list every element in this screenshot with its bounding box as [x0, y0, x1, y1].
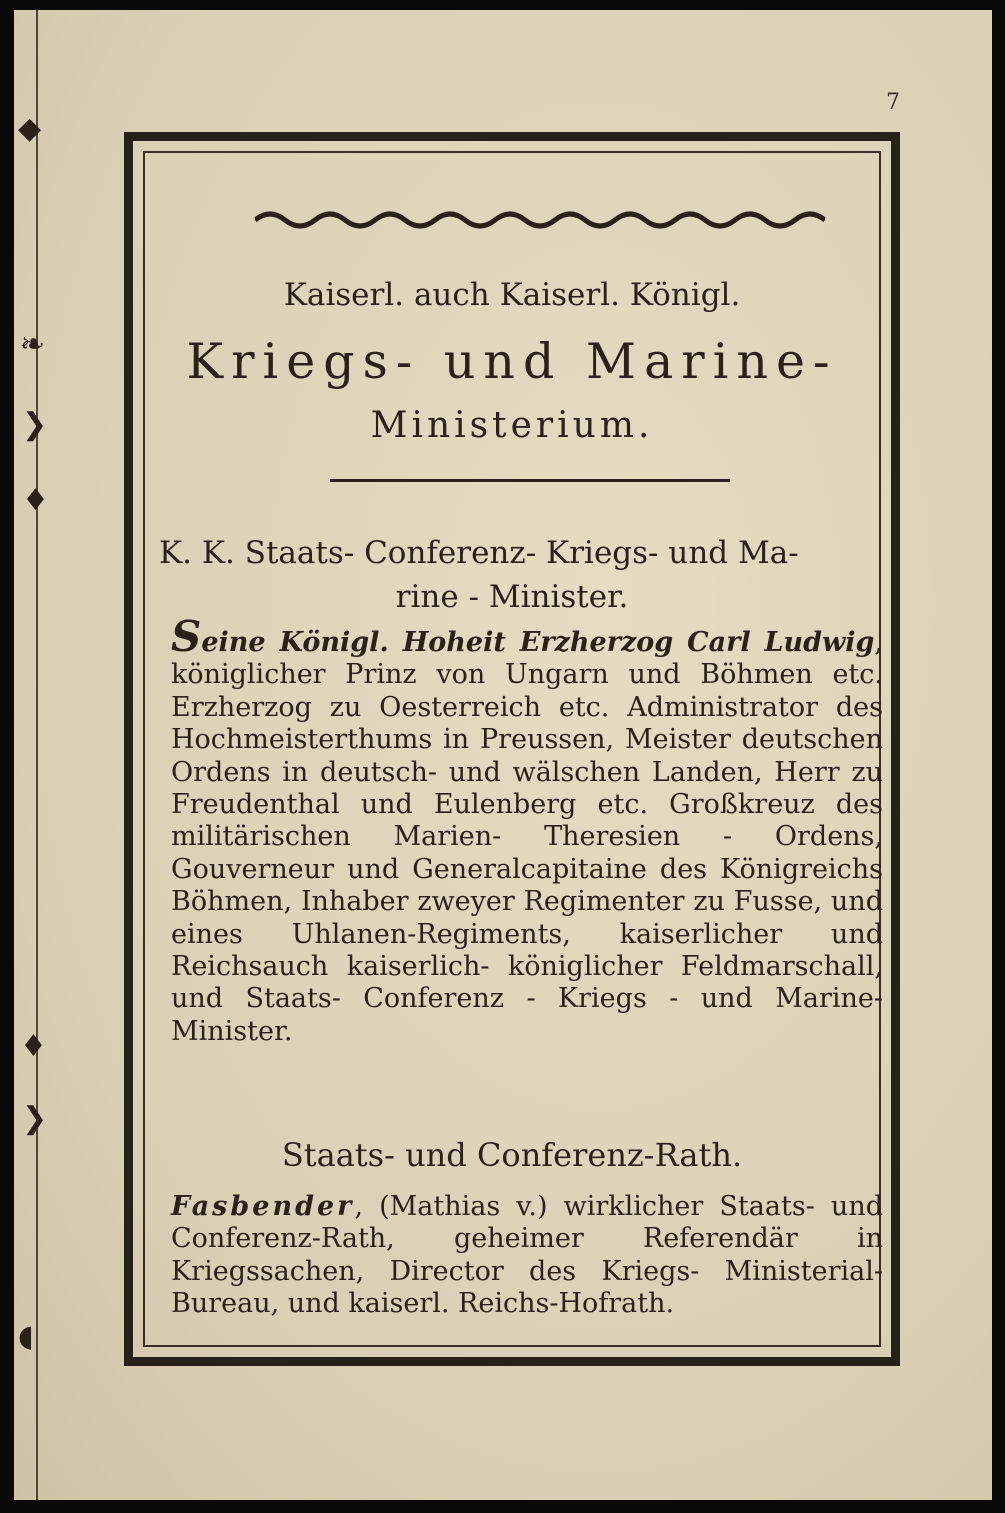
header-subtitle: Ministerium. — [370, 405, 654, 446]
text-frame — [124, 132, 900, 1366]
entry-fasbender — [171, 1191, 883, 1321]
frame-inner — [143, 151, 881, 1347]
gutter-line — [36, 10, 38, 1500]
drop-cap: S — [171, 612, 202, 661]
gutter-ornament-icon: ❯ — [22, 407, 48, 442]
entry-erzherzog — [171, 612, 883, 1048]
gutter-ornament-icon: ♦ — [20, 1029, 47, 1064]
gutter-ornament-icon: ❧ — [20, 327, 46, 362]
entry-name: eine Königl. Hoheit Erzherzog Carl Ludwig — [201, 627, 875, 658]
gutter-ornament-icon: ◆ — [18, 111, 42, 146]
divider-rule — [370, 1357, 680, 1360]
section-heading-line-1: K. K. Staats- Conferenz- Kriegs- und Ma- — [159, 535, 799, 571]
header-title: Kriegs- und Marine- — [186, 333, 838, 390]
header-line-1: Kaiserl. auch Kaiserl. Königl. — [283, 277, 741, 313]
entry-text: , (Mathias v.) wirklicher Staats- und Conferenz-Rath, geheimer Referendär in Kriegssachen, Director des Kriegs- Ministerial-Bureau, und kaiserl. Reichs-Hofrath. — [171, 1191, 883, 1320]
gutter-ornament-icon: ❯ — [22, 1101, 48, 1136]
entry-name: Fasbender — [171, 1191, 355, 1222]
gutter-ornament-icon: ♦ — [22, 483, 49, 518]
entry-text: , königlicher Prinz von Ungarn und Böhmen etc. Erzherzog zu Oesterreich etc. Administrator des Hochmeisterthums in Preussen, Meister deutschen Ordens in deutsch- und wälschen Landen, Herr zu Freudenthal und Eulenberg etc. Großkreuz des militärischen Marien- Theresien - Ordens, Gouverneur und Generalcapitaine des Königreichs Böhmen, Inhaber zweyer Regimenter zu Fusse, und eines Uhlanen-Regiments, kaiserlicher und Reichsauch kaiserlich- königlicher Feldmarschall, und Staats- Conferenz - Kriegs - und Marine-Minister. — [171, 627, 883, 1047]
section-heading-minister — [159, 531, 865, 619]
gutter-ornament-icon: ◖ — [18, 1319, 34, 1354]
divider-rule — [330, 479, 730, 482]
book-page — [14, 10, 992, 1500]
page-number: 7 — [886, 90, 900, 115]
section-heading-rath: Staats- und Conferenz-Rath. — [281, 1136, 743, 1174]
section-heading-line-2: rine - Minister. — [395, 579, 629, 615]
wave-ornament-icon — [255, 205, 825, 235]
